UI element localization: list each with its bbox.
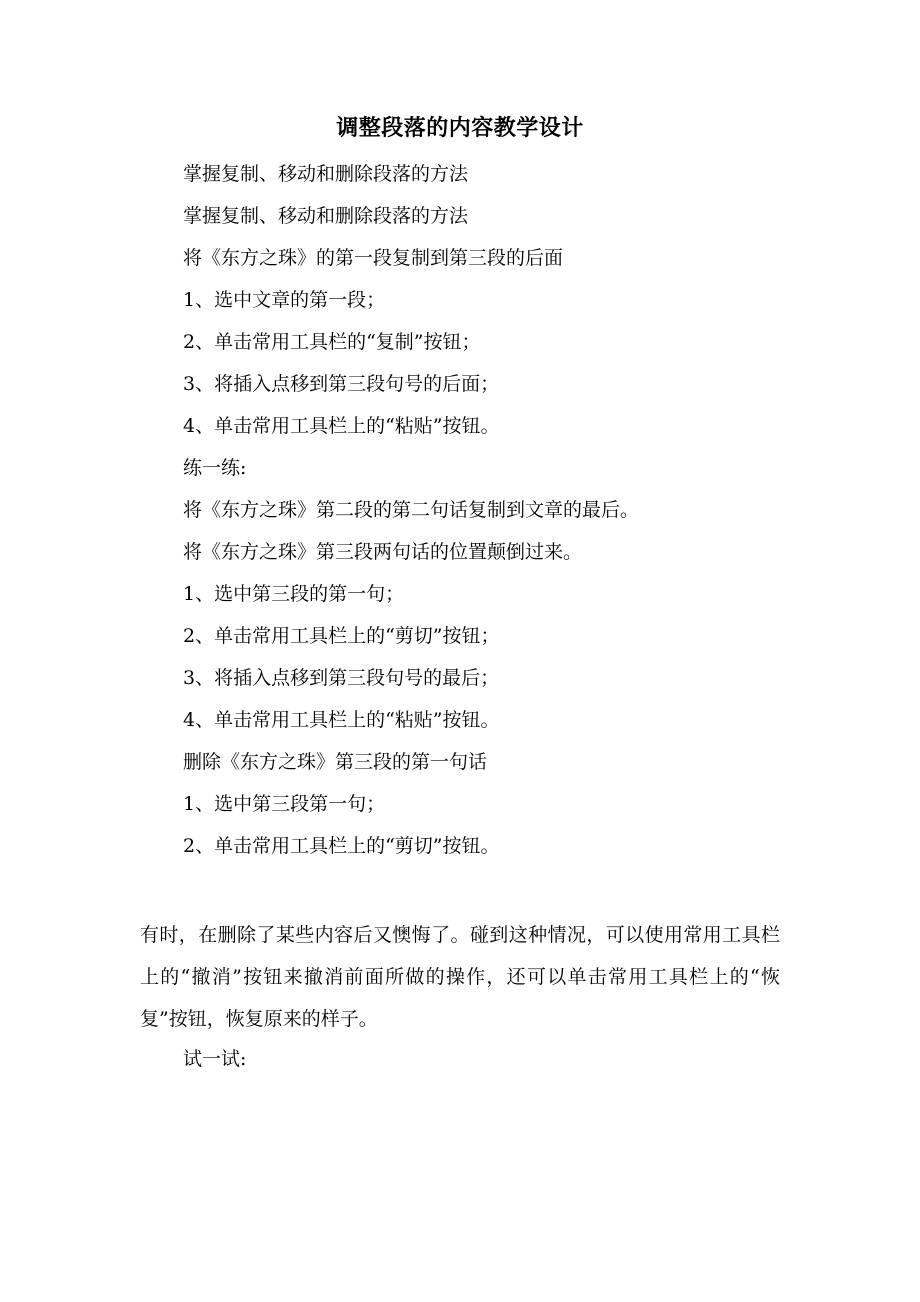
text-line: 掌握复制、移动和删除段落的方法 [183, 205, 469, 227]
text-line: 将《东方之珠》第三段两句话的位置颠倒过来。 [183, 541, 583, 563]
text-line: 4、单击常用工具栏上的“粘贴”按钮。 [183, 709, 500, 731]
document-title: 调整段落的内容教学设计 [336, 115, 584, 141]
trailing-line: 试一试: [183, 1048, 247, 1070]
text-line: 掌握复制、移动和删除段落的方法 [183, 163, 469, 185]
text-line: 练一练: [183, 457, 247, 479]
text-line: 2、单击常用工具栏上的“剪切”按钮。 [183, 835, 500, 857]
text-line: 删除《东方之珠》第三段的第一句话 [183, 751, 488, 773]
content-lines [183, 159, 639, 873]
body-paragraph: 有时，在删除了某些内容后又懊悔了。碰到这种情况，可以使用常用工具栏上的“撤消”按钮来撤消前面所做的操作，还可以单击常用工具栏上的“恢复”按钮，恢复原来的样子。 [140, 924, 780, 1030]
text-line: 1、选中第三段第一句； [183, 793, 386, 815]
text-line: 3、将插入点移到第三段句号的最后； [183, 667, 500, 689]
text-line: 2、单击常用工具栏上的“剪切”按钮； [183, 625, 500, 647]
text-line: 2、单击常用工具栏的“复制”按钮； [183, 331, 481, 353]
text-line: 1、选中文章的第一段； [183, 289, 386, 311]
text-line: 将《东方之珠》的第一段复制到第三段的后面 [183, 247, 564, 269]
text-line: 1、选中第三段的第一句； [183, 583, 405, 605]
text-line: 将《东方之珠》第二段的第二句话复制到文章的最后。 [183, 499, 640, 521]
text-line: 3、将插入点移到第三段句号的后面； [183, 373, 500, 395]
text-line: 4、单击常用工具栏上的“粘贴”按钮。 [183, 415, 500, 437]
